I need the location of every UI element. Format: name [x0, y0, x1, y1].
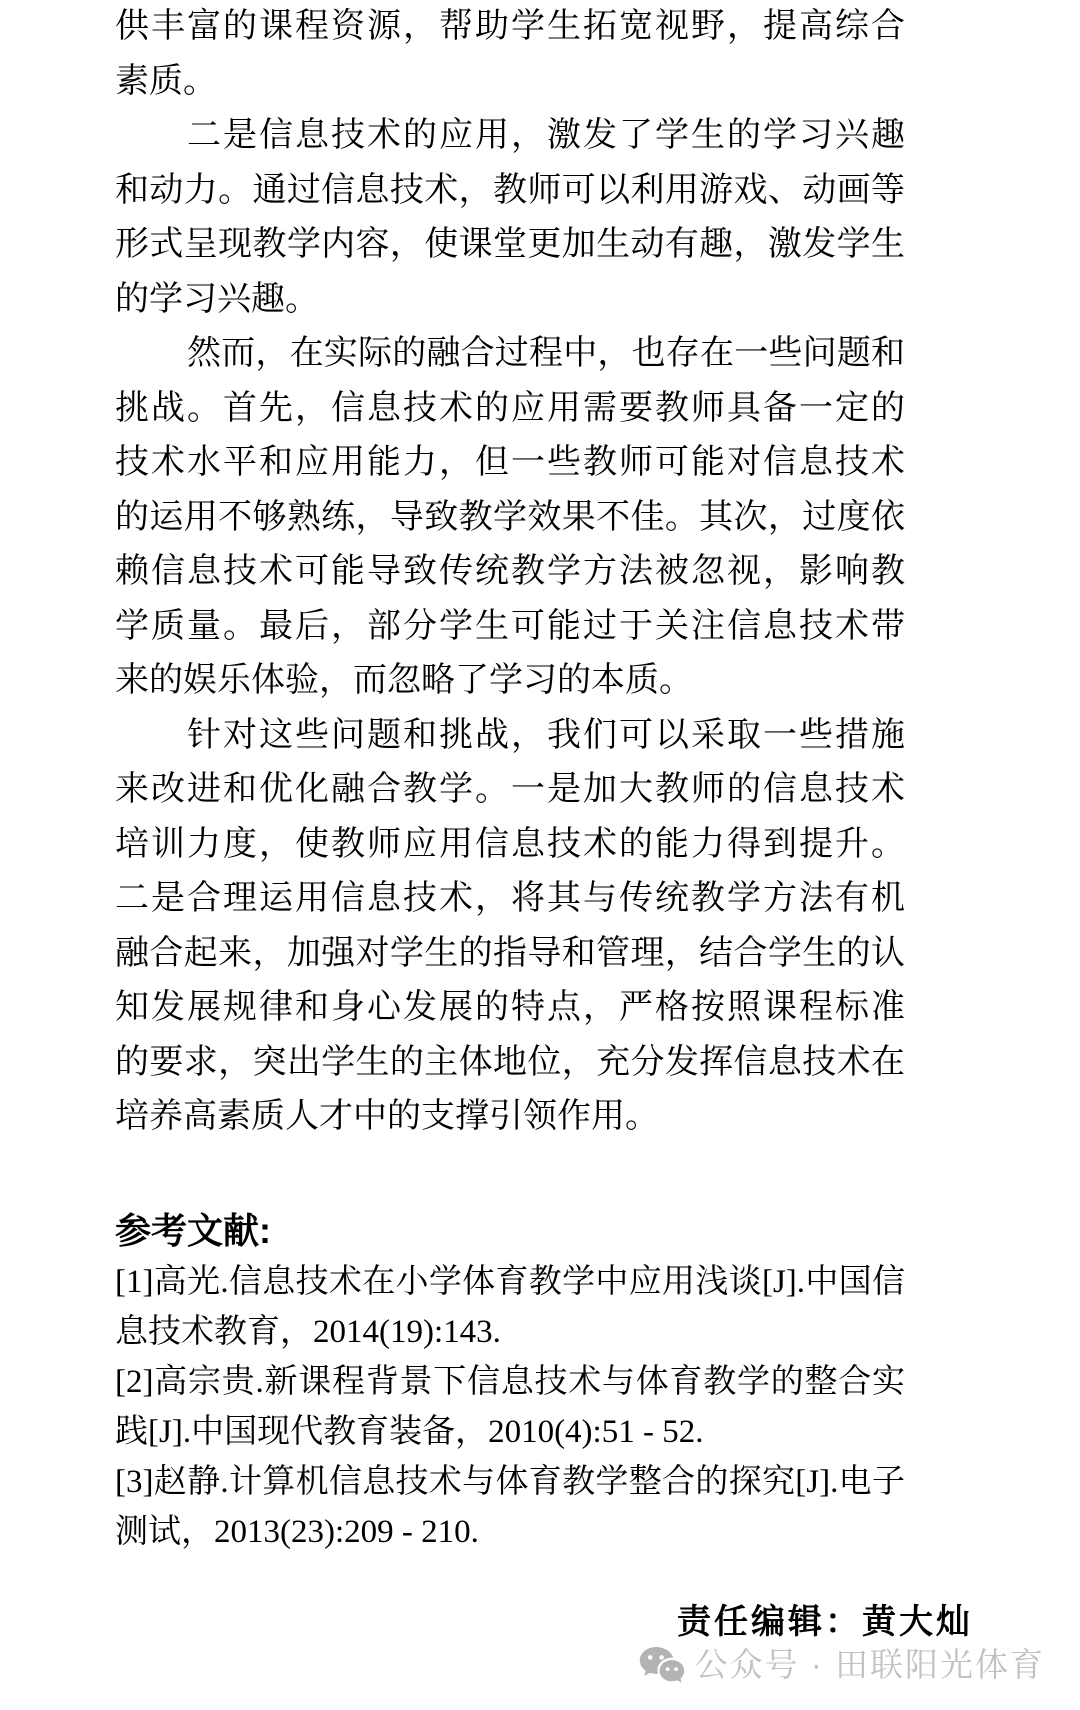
body-text-line: 和动力。通过信息技术，教师可以利用游戏、动画等 — [115, 171, 905, 209]
watermark — [639, 1645, 1045, 1685]
body-text-line: 知发展规律和身心发展的特点，严格按照课程标准 — [115, 989, 905, 1026]
watermark-label: 公众号 · 田联阳光体育 — [694, 1646, 1045, 1683]
reference-line: [2]高宗贵.新课程背景下信息技术与体育教学的整合实 — [115, 1363, 905, 1400]
article-body — [115, 0, 905, 1557]
wechat-icon — [639, 1646, 685, 1684]
body-text-line: 的要求，突出学生的主体地位，充分发挥信息技术在 — [115, 1043, 905, 1081]
body-text-line: 来改进和优化融合教学。一是加大教师的信息技术 — [115, 771, 905, 808]
reference-line: 息技术教育，2014(19):143. — [115, 1313, 501, 1350]
reference-line: [3]赵静.计算机信息技术与体育教学整合的探究[J].电子 — [115, 1463, 905, 1500]
body-text-line: 二是信息技术的应用，激发了学生的学习兴趣 — [187, 117, 905, 154]
body-text-line: 针对这些问题和挑战，我们可以采取一些措施 — [187, 716, 905, 754]
body-text-line: 融合起来，加强对学生的指导和管理，结合学生的认 — [115, 934, 905, 972]
body-text-line: 培养高素质人才中的支撑引领作用。 — [115, 1098, 659, 1135]
body-text-line: 供丰富的课程资源，帮助学生拓宽视野，提高综合 — [115, 8, 905, 45]
body-text-line: 二是合理运用信息技术，将其与传统教学方法有机 — [115, 880, 905, 917]
body-text-line: 素质。 — [115, 62, 217, 100]
references-heading: 参考文献: — [115, 1209, 271, 1251]
body-text-line: 赖信息技术可能导致传统教学方法被忽视，影响教 — [115, 553, 905, 590]
body-text-line: 技术水平和应用能力，但一些教师可能对信息技术 — [115, 444, 905, 481]
body-text-line: 挑战。首先，信息技术的应用需要教师具备一定的 — [115, 389, 905, 427]
reference-line: [1]高光.信息技术在小学体育教学中应用浅谈[J].中国信 — [115, 1263, 905, 1300]
body-text-line: 的运用不够熟练，导致教学效果不佳。其次，过度依 — [115, 498, 905, 536]
editor-credit: 责任编辑：黄大灿 — [677, 1604, 973, 1641]
article-paragraphs — [115, 0, 905, 1145]
reference-line: 测试，2013(23):209 - 210. — [115, 1513, 479, 1550]
body-text-line: 培训力度，使教师应用信息技术的能力得到提升。 — [115, 825, 905, 863]
body-text-line: 形式呈现教学内容，使课堂更加生动有趣，激发学生 — [115, 226, 905, 263]
reference-line: 践[J].中国现代教育装备，2010(4):51 - 52. — [115, 1413, 704, 1450]
body-text-line: 学质量。最后，部分学生可能过于关注信息技术带 — [115, 607, 905, 645]
body-text-line: 然而，在实际的融合过程中，也存在一些问题和 — [187, 335, 905, 372]
references-list — [115, 1257, 905, 1557]
body-text-line: 的学习兴趣。 — [115, 280, 319, 318]
body-text-line: 来的娱乐体验，而忽略了学习的本质。 — [115, 662, 693, 699]
